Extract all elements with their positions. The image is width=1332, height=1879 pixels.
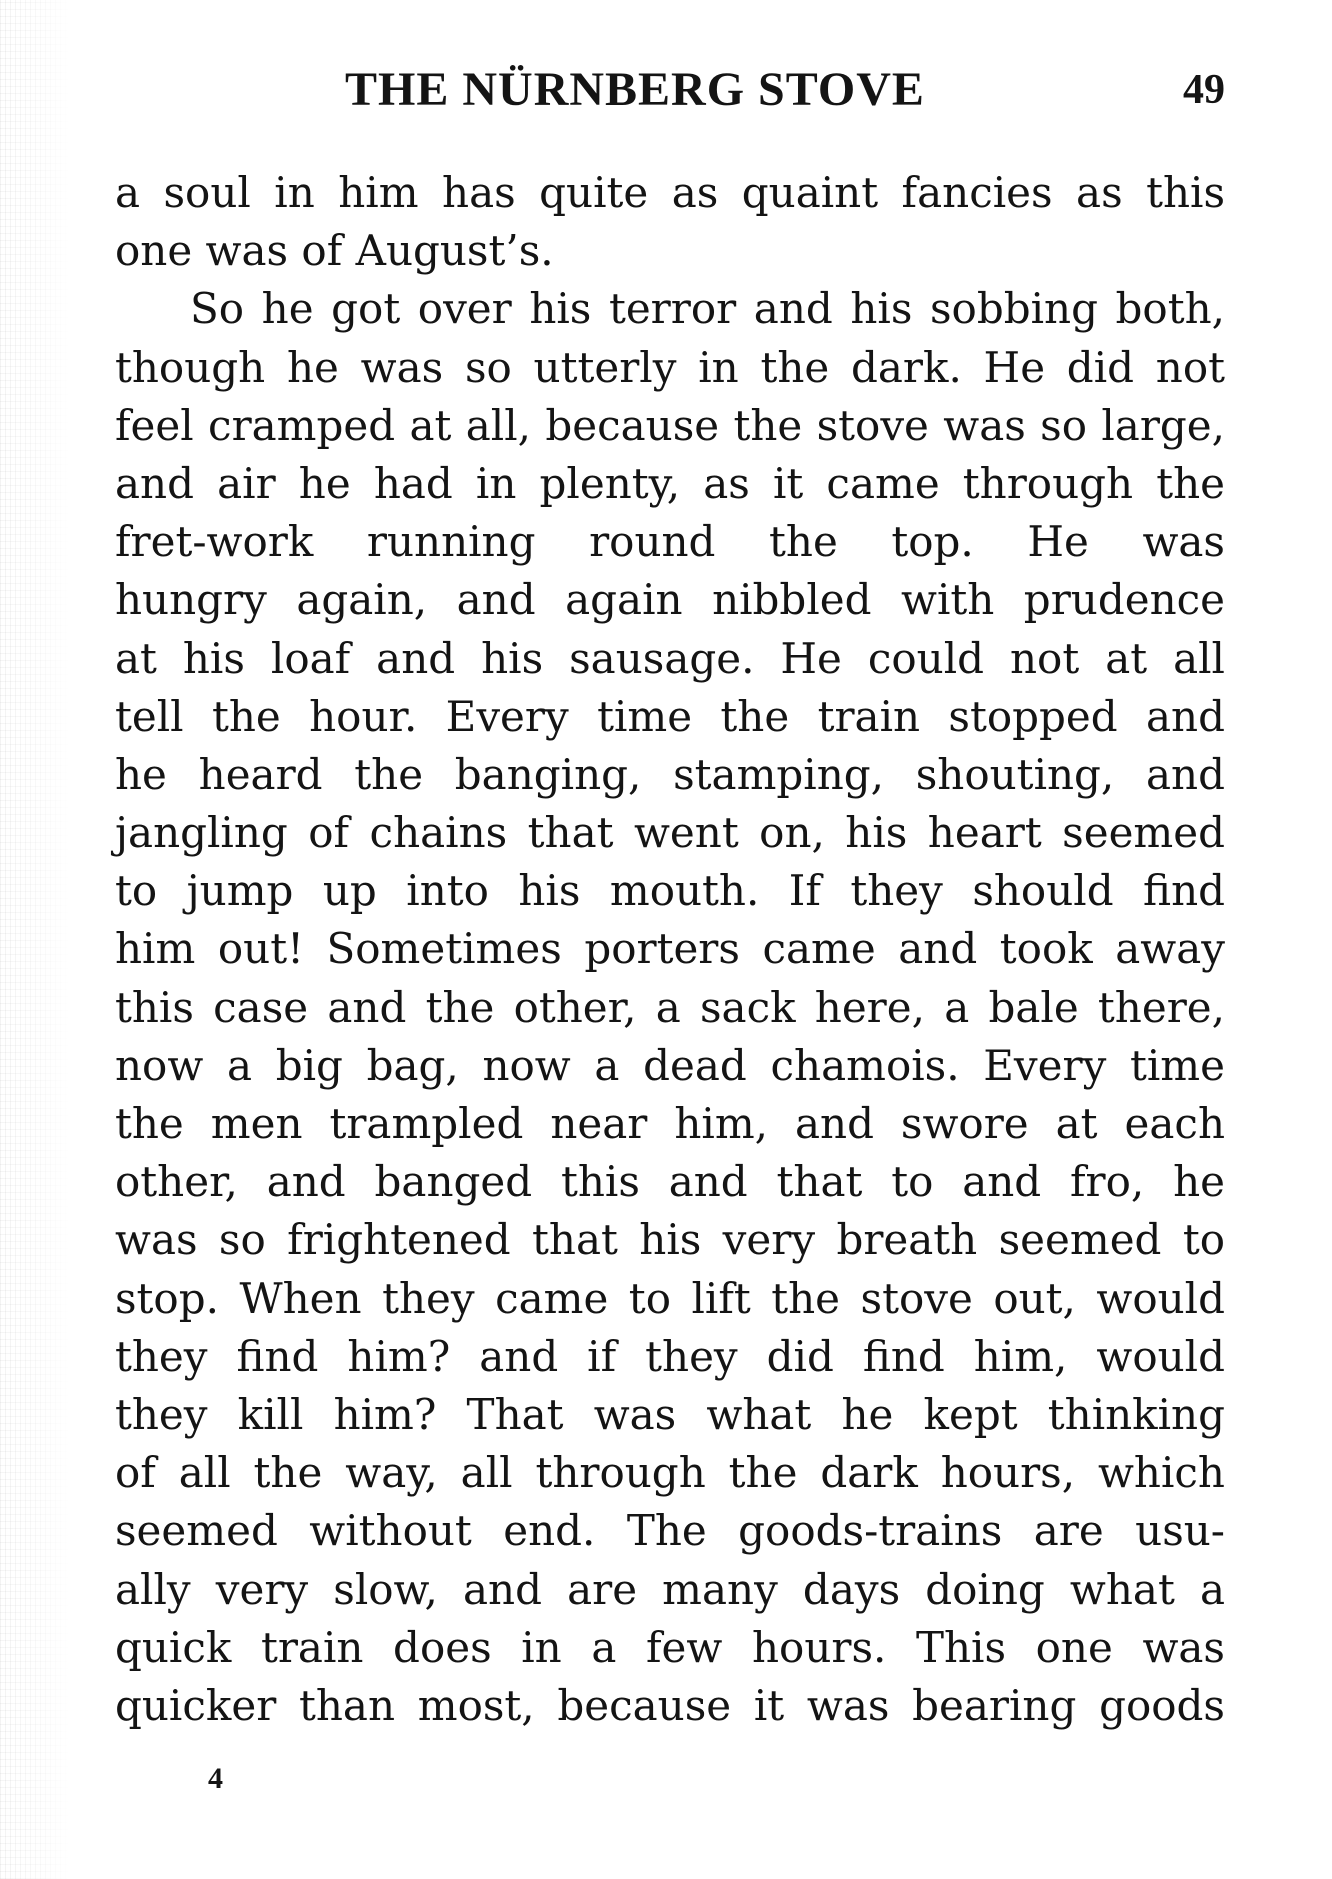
text-line-19: was so frightened that his very breath seemed to xyxy=(115,1215,1225,1265)
text-line-24: seemed without end. The goods-trains are usu- xyxy=(115,1506,1225,1556)
page-header xyxy=(115,62,1225,122)
text-line-15: this case and the other, a sack here, a bale there, xyxy=(115,982,1225,1032)
text-line-1: a soul in him has quite as quaint fancies as this xyxy=(115,168,1225,217)
page-gutter-fade xyxy=(0,0,70,1879)
text-line-16: now a big bag, now a dead chamois. Every time xyxy=(115,1040,1225,1090)
signature-mark: 4 xyxy=(208,1762,223,1795)
running-title: THE NÜRNBERG STOVE xyxy=(345,63,925,116)
text-line-21: they find him? and if they did find him, would xyxy=(115,1331,1225,1381)
text-line-23: of all the way, all through the dark hours, which xyxy=(115,1448,1225,1498)
text-line-7: fret-work running round the top. He was xyxy=(115,517,1225,567)
text-line-10: tell the hour. Every time the train stopped and xyxy=(115,691,1225,741)
text-line-2: one was of August’s. xyxy=(115,226,554,276)
text-line-6: and air he had in plenty, as it came through the xyxy=(115,458,1225,508)
body-text xyxy=(115,164,1225,1735)
text-line-3: So he got over his terror and his sobbing both, xyxy=(190,284,1225,334)
text-line-11: he heard the banging, stamping, shouting, and xyxy=(115,749,1225,799)
text-line-13: to jump up into his mouth. If they should find xyxy=(115,866,1225,916)
text-line-8: hungry again, and again nibbled with prudence xyxy=(115,575,1225,625)
text-line-27: quicker than most, because it was bearing goods xyxy=(115,1680,1225,1730)
text-line-17: the men trampled near him, and swore at each xyxy=(115,1099,1225,1148)
text-line-14: him out! Sometimes porters came and took away xyxy=(115,924,1225,974)
page-number: 49 xyxy=(1183,67,1225,113)
text-line-5: feel cramped at all, because the stove was so large, xyxy=(115,400,1225,450)
text-line-25: ally very slow, and are many days doing what a xyxy=(115,1564,1225,1614)
text-line-9: at his loaf and his sausage. He could not at all xyxy=(115,633,1225,683)
text-line-20: stop. When they came to lift the stove out, would xyxy=(115,1273,1225,1323)
text-line-12: jangling of chains that went on, his heart seemed xyxy=(115,808,1225,858)
text-line-4: though he was so utterly in the dark. He did not xyxy=(115,342,1225,392)
text-line-22: they kill him? That was what he kept thinking xyxy=(115,1389,1225,1439)
text-line-18: other, and banged this and that to and fro, he xyxy=(115,1157,1225,1207)
text-line-26: quick train does in a few hours. This one was xyxy=(115,1622,1225,1672)
